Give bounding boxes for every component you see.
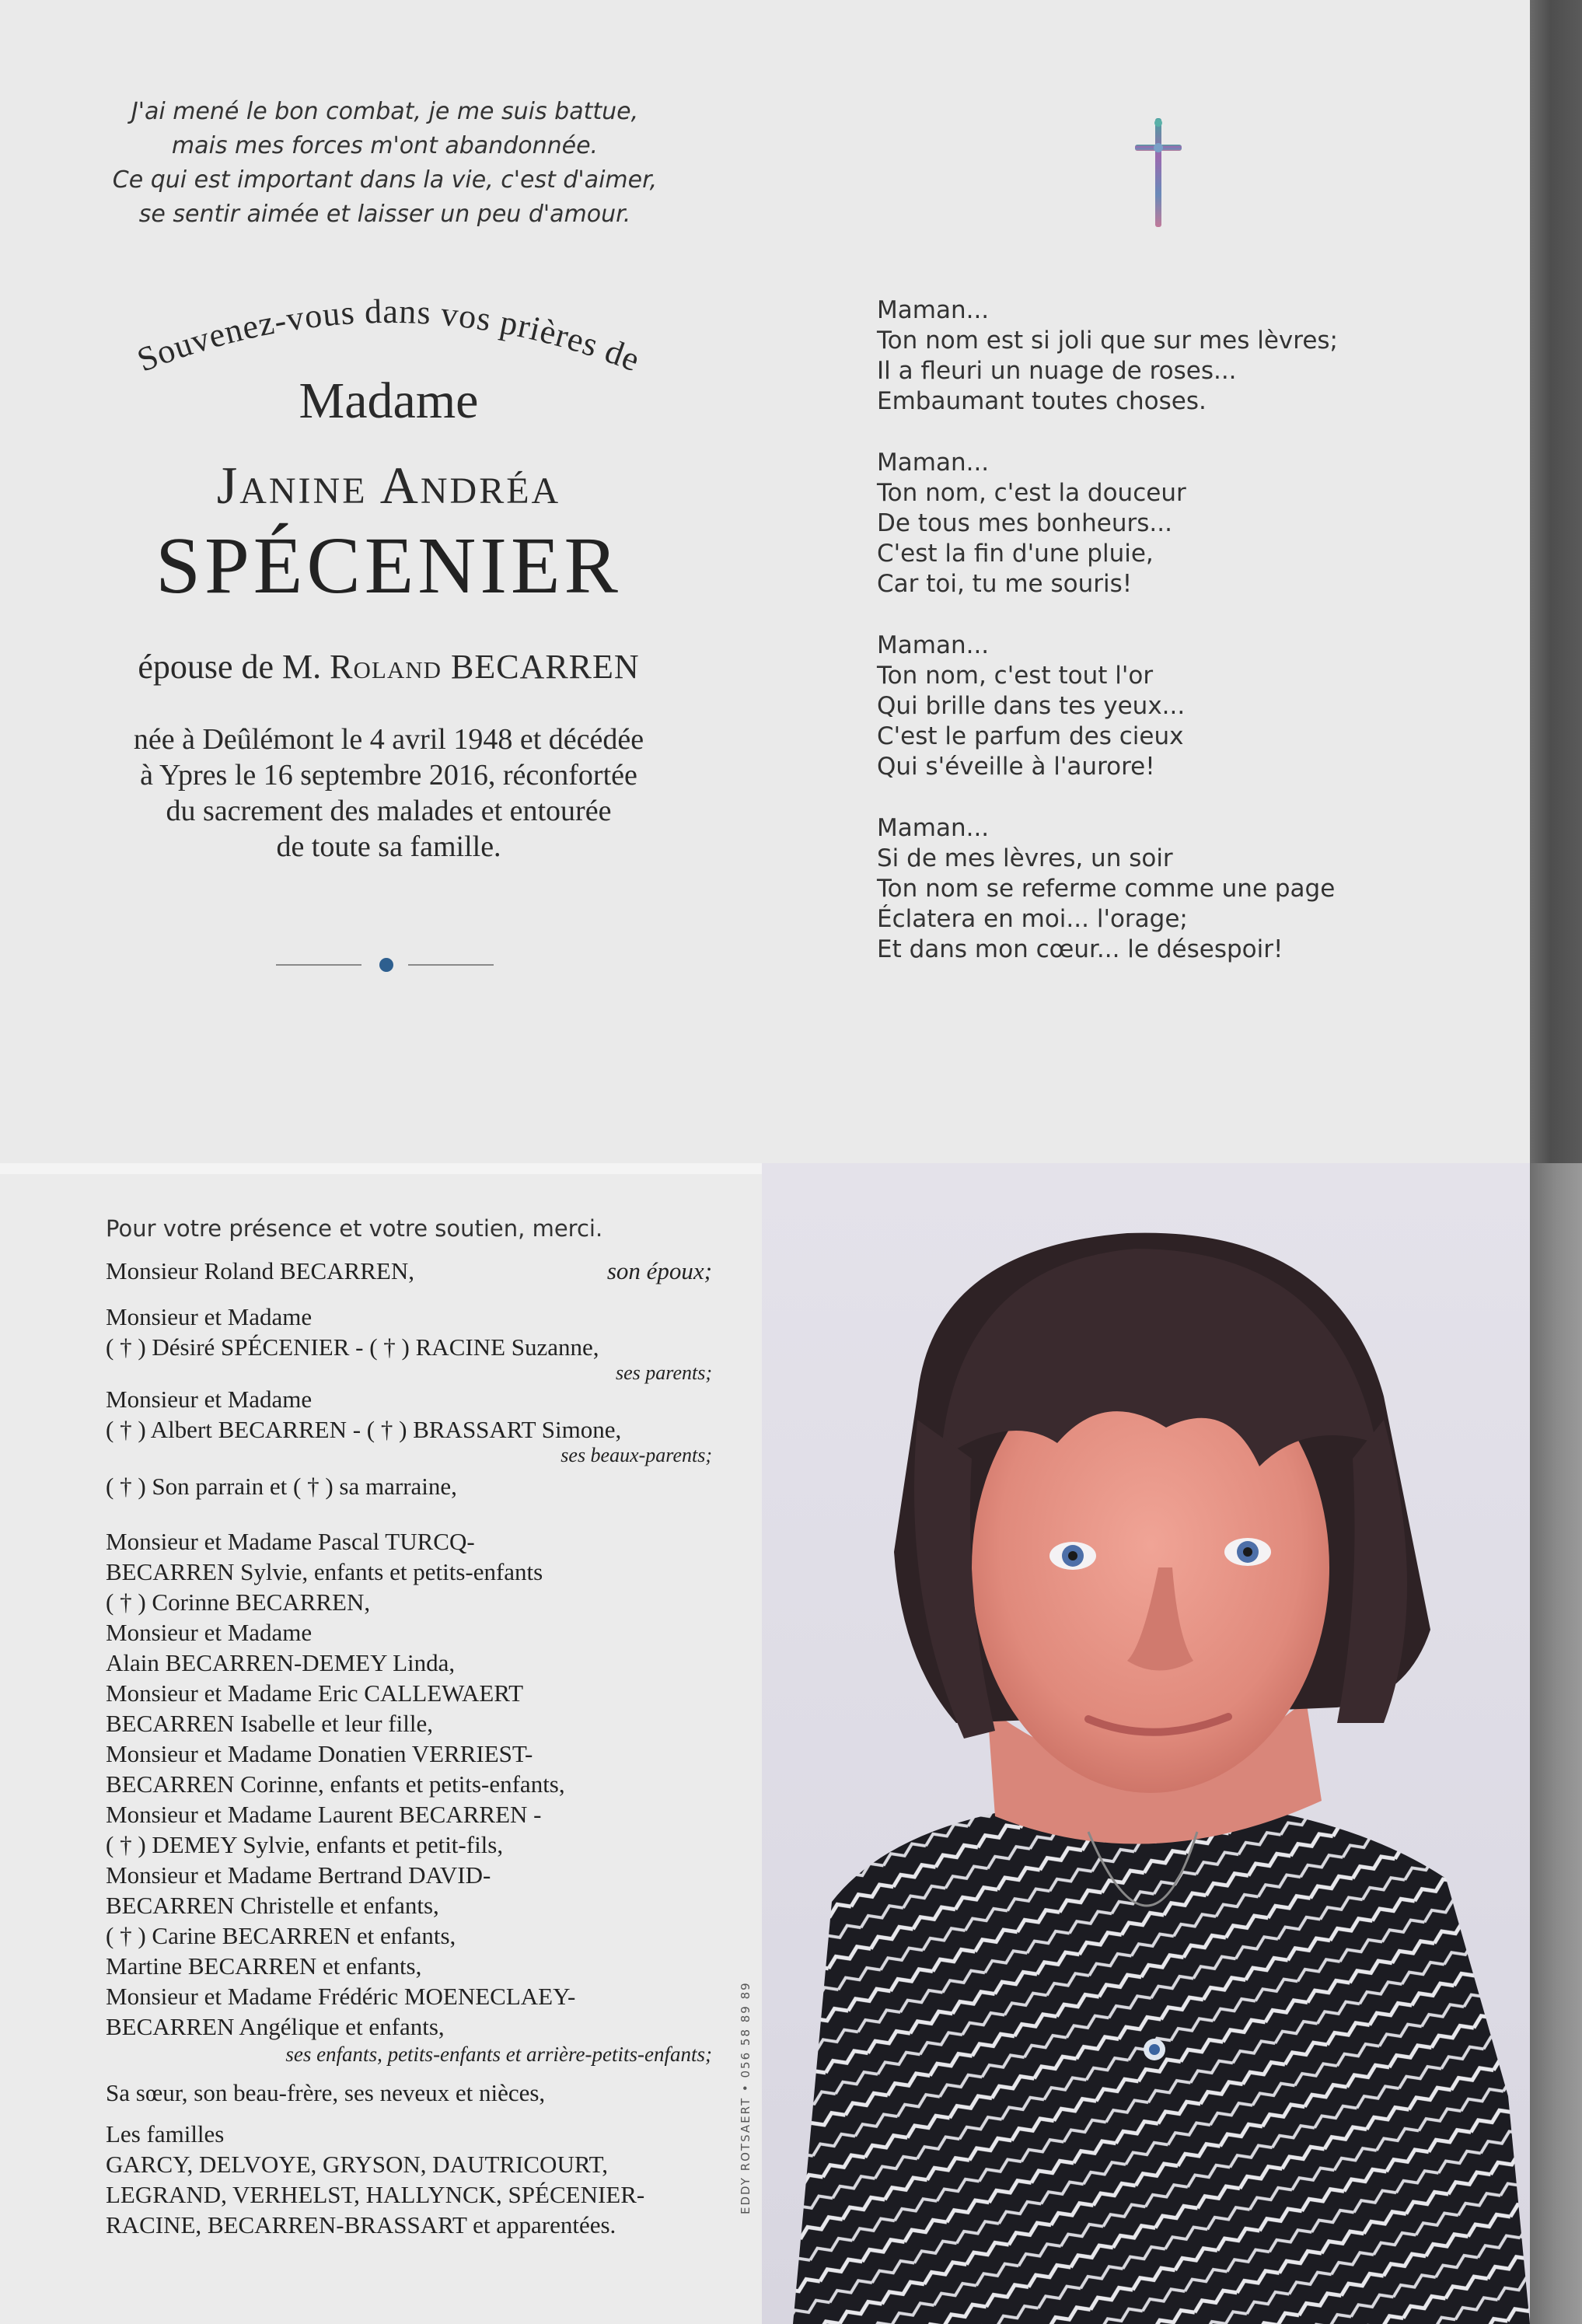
list-item: BECARREN Sylvie, enfants et petits-enfants [106, 1558, 543, 1585]
portrait-photo [762, 1163, 1530, 2324]
list-item: Sa sœur, son beau-frère, ses neveux et nièces, [106, 2079, 546, 2106]
poem-line: Ton nom, c'est la douceur [877, 479, 1186, 507]
list-item: ( † ) DEMEY Sylvie, enfants et petit-fils, [106, 1831, 504, 1858]
poem-line: Maman... [877, 631, 990, 659]
svg-text:Souvenez-vous dans vos prières [132, 292, 645, 379]
poem-stanza [877, 813, 1491, 965]
list-item: Monsieur et Madame Pascal TURCQ- [106, 1528, 475, 1555]
poem-line: C'est le parfum des cieux [877, 722, 1184, 750]
poem-line: Maman... [877, 449, 990, 477]
bio-line: née à Deûlémont le 4 avril 1948 et décédée [133, 723, 644, 756]
poem-line: Et dans mon cœur... le désespoir! [877, 935, 1283, 963]
children-role: ses enfants, petits-enfants et arrière-petits-enfants; [285, 2043, 712, 2066]
poem-stanza [877, 448, 1491, 599]
thanks-line: Pour votre présence et votre soutien, merci. [106, 1215, 603, 1242]
list-item: Monsieur et Madame [106, 1619, 313, 1646]
scan-edge-shadow [1530, 0, 1582, 1163]
honorific-title: Madame [299, 372, 479, 429]
poem-line: Maman... [877, 814, 990, 842]
poem-line: Ton nom, c'est tout l'or [877, 662, 1154, 690]
portrait-image [762, 1163, 1530, 2324]
poem-stanza [877, 631, 1491, 782]
bio-line: du sacrement des malades et entourée [166, 795, 612, 827]
first-names: Janine Andréa [216, 456, 561, 515]
bio-line: de toute sa famille. [276, 830, 501, 863]
poem-line: Si de mes lèvres, un soir [877, 844, 1173, 872]
spouse-name: Roland BECARREN [330, 648, 640, 686]
parents-role: ses parents; [616, 1361, 712, 1384]
poem-line: Ton nom se referme comme une page [877, 875, 1336, 903]
list-item: Monsieur et Madame Laurent BECARREN - [106, 1801, 542, 1828]
list-item: Monsieur et Madame Bertrand DAVID- [106, 1861, 491, 1889]
quote-line: Ce qui est important dans la vie, c'est d'aimer, [112, 166, 658, 194]
list-item: BECARREN Christelle et enfants, [106, 1892, 439, 1919]
quote-line: mais mes forces m'ont abandonnée. [171, 132, 599, 159]
list-item: Monsieur et Madame Frédéric MOENECLAEY- [106, 1983, 576, 2010]
list-item: Les familles [106, 2120, 225, 2148]
list-item: Monsieur et Madame [106, 1386, 313, 1413]
divider-line-left [276, 964, 361, 966]
poem [877, 295, 1491, 996]
poem-line: Car toi, tu me souris! [877, 570, 1133, 598]
list-item: ( † ) Désiré SPÉCENIER - ( † ) RACINE Suzanne, [106, 1333, 599, 1361]
bio-line: à Ypres le 16 septembre 2016, réconfortée [140, 759, 637, 792]
list-item [106, 1256, 712, 1286]
poem-line: Qui brille dans tes yeux... [877, 692, 1186, 720]
poem-stanza [877, 295, 1491, 417]
divider-dot [379, 958, 393, 972]
poem-line: De tous mes bonheurs... [877, 509, 1172, 537]
list-item: Martine BECARREN et enfants, [106, 1952, 422, 1980]
biography [78, 722, 700, 865]
ornamental-divider [276, 964, 501, 966]
inlaws-role: ses beaux-parents; [561, 1444, 712, 1466]
list-item: LEGRAND, VERHELST, HALLYNCK, SPÉCENIER- [106, 2181, 645, 2208]
list-item: ( † ) Corinne BECARREN, [106, 1588, 371, 1616]
list-item: Monsieur et Madame Donatien VERRIEST- [106, 1740, 533, 1767]
quote-line: se sentir aimée et laisser un peu d'amour. [138, 201, 631, 228]
surname: SPÉCENIER [155, 521, 622, 610]
poem-line: Ton nom est si joli que sur mes lèvres; [877, 327, 1338, 355]
family-list [106, 1256, 712, 2240]
arc-text: Souvenez-vous dans vos prières de [131, 292, 646, 379]
poem-line: Éclatera en moi... l'orage; [877, 905, 1188, 933]
list-item: ( † ) Albert BECARREN - ( † ) BRASSART Simone, [106, 1416, 622, 1443]
list-item: Alain BECARREN-DEMEY Linda, [106, 1649, 456, 1676]
poem-line: Maman... [877, 296, 990, 324]
poem-line: Qui s'éveille à l'aurore! [877, 753, 1155, 781]
quote-line: J'ai mené le bon combat, je me suis battue, [131, 98, 639, 125]
poem-line: Il a fleuri un nuage de roses... [877, 357, 1237, 385]
poem-line: C'est la fin d'une pluie, [877, 540, 1154, 568]
list-item: BECARREN Isabelle et leur fille, [106, 1710, 433, 1737]
credit-text: EDDY ROTSAERT • 056 58 89 89 [739, 1981, 753, 2214]
printer-credit [731, 1981, 754, 2214]
list-item: GARCY, DELVOYE, GRYSON, DAUTRICOURT, [106, 2151, 609, 2178]
cross-icon [1131, 117, 1186, 233]
spouse-entry: Monsieur Roland BECARREN, [106, 1257, 414, 1284]
list-item: RACINE, BECARREN-BRASSART et apparentées. [106, 2211, 616, 2238]
list-item: BECARREN Angélique et enfants, [106, 2013, 445, 2040]
scan-edge-strip [1530, 1163, 1582, 2324]
spouse-role: son époux; [606, 1257, 712, 1284]
spouse-prefix: épouse de M. [138, 648, 322, 686]
list-item: Monsieur et Madame [106, 1303, 313, 1330]
spouse-line [0, 647, 777, 687]
divider-line-right [408, 964, 494, 966]
poem-line: Embaumant toutes choses. [877, 387, 1207, 415]
list-item: ( † ) Son parrain et ( † ) sa marraine, [106, 1473, 457, 1500]
list-item: ( † ) Carine BECARREN et enfants, [106, 1922, 456, 1949]
list-item: BECARREN Corinne, enfants et petits-enfants, [106, 1770, 565, 1798]
list-item: Monsieur et Madame Eric CALLEWAERT [106, 1679, 524, 1707]
opening-quote [62, 95, 707, 232]
